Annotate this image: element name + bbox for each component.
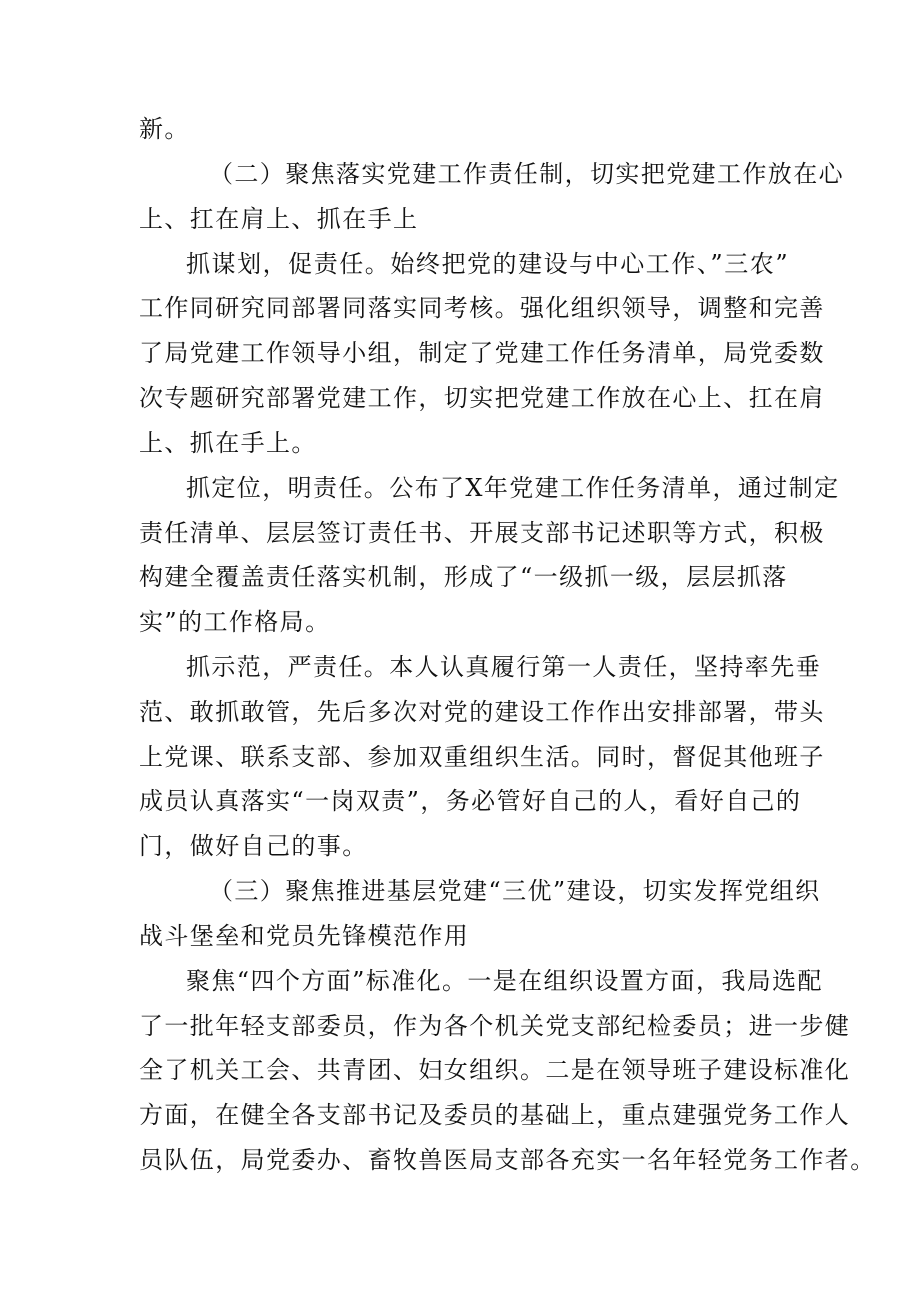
text-line: 工作同研究同部署同落实同考核。强化组织领导，调整和完善: [139, 294, 825, 322]
text-line: 方面，在健全各支部书记及委员的基础上，重点建强党务工作人: [139, 1101, 851, 1129]
text-line: 抓示范，严责任。本人认真履行第一人责任，坚持率先垂: [186, 653, 821, 681]
text-line: 抓定位，明责任。公布了X年党建工作任务清单，通过制定: [186, 474, 840, 502]
text-line: 全了机关工会、共青团、妇女组织。二是在领导班子建设标准化: [139, 1056, 851, 1084]
text-line: 上党课、联系支部、参加双重组织生活。同时，督促其他班子: [139, 743, 825, 771]
text-line: 抓谋划，促责任。始终把党的建设与中心工作、”三农”: [186, 250, 789, 278]
text-line: 成员认真落实“一岗双责”，务必管好自己的人，看好自己的: [139, 787, 802, 815]
text-line: 责任清单、层层签订责任书、开展支部书记述职等方式，积极: [139, 519, 825, 547]
text-line: 实”的工作格局。: [139, 608, 331, 636]
section-heading-line: （三）聚焦推进基层党建“三优”建设，切实发挥党组织: [209, 877, 821, 905]
text-line: 构建全覆盖责任落实机制，形成了“一级抓一级，层层抓落: [139, 563, 788, 591]
text-line: 次专题研究部署党建工作，切实把党建工作放在心上、扛在肩: [139, 384, 825, 412]
text-line: 聚焦“四个方面”标准化。一是在组织设置方面，我局选配: [186, 967, 823, 995]
text-line: 员队伍，局党委办、畜牧兽医局支部各充实一名年轻党务工作者。: [139, 1146, 876, 1174]
text-line: 门，做好自己的事。: [139, 832, 368, 860]
text-line: 了一批年轻支部委员，作为各个机关党支部纪检委员；进一步健: [139, 1012, 851, 1040]
section-heading-line: 战斗堡垒和党员先锋模范作用: [139, 922, 470, 950]
text-line: 上、抓在手上。: [139, 429, 317, 457]
text-line: 了局党建工作领导小组，制定了党建工作任务清单，局党委数: [139, 339, 825, 367]
text-line: 新。: [139, 115, 190, 143]
text-line: 范、敢抓敢管，先后多次对党的建设工作作出安排部署，带头: [139, 698, 825, 726]
section-heading-line: （二）聚焦落实党建工作责任制，切实把党建工作放在心: [209, 160, 844, 188]
section-heading-line: 上、扛在肩上、抓在手上: [139, 205, 419, 233]
